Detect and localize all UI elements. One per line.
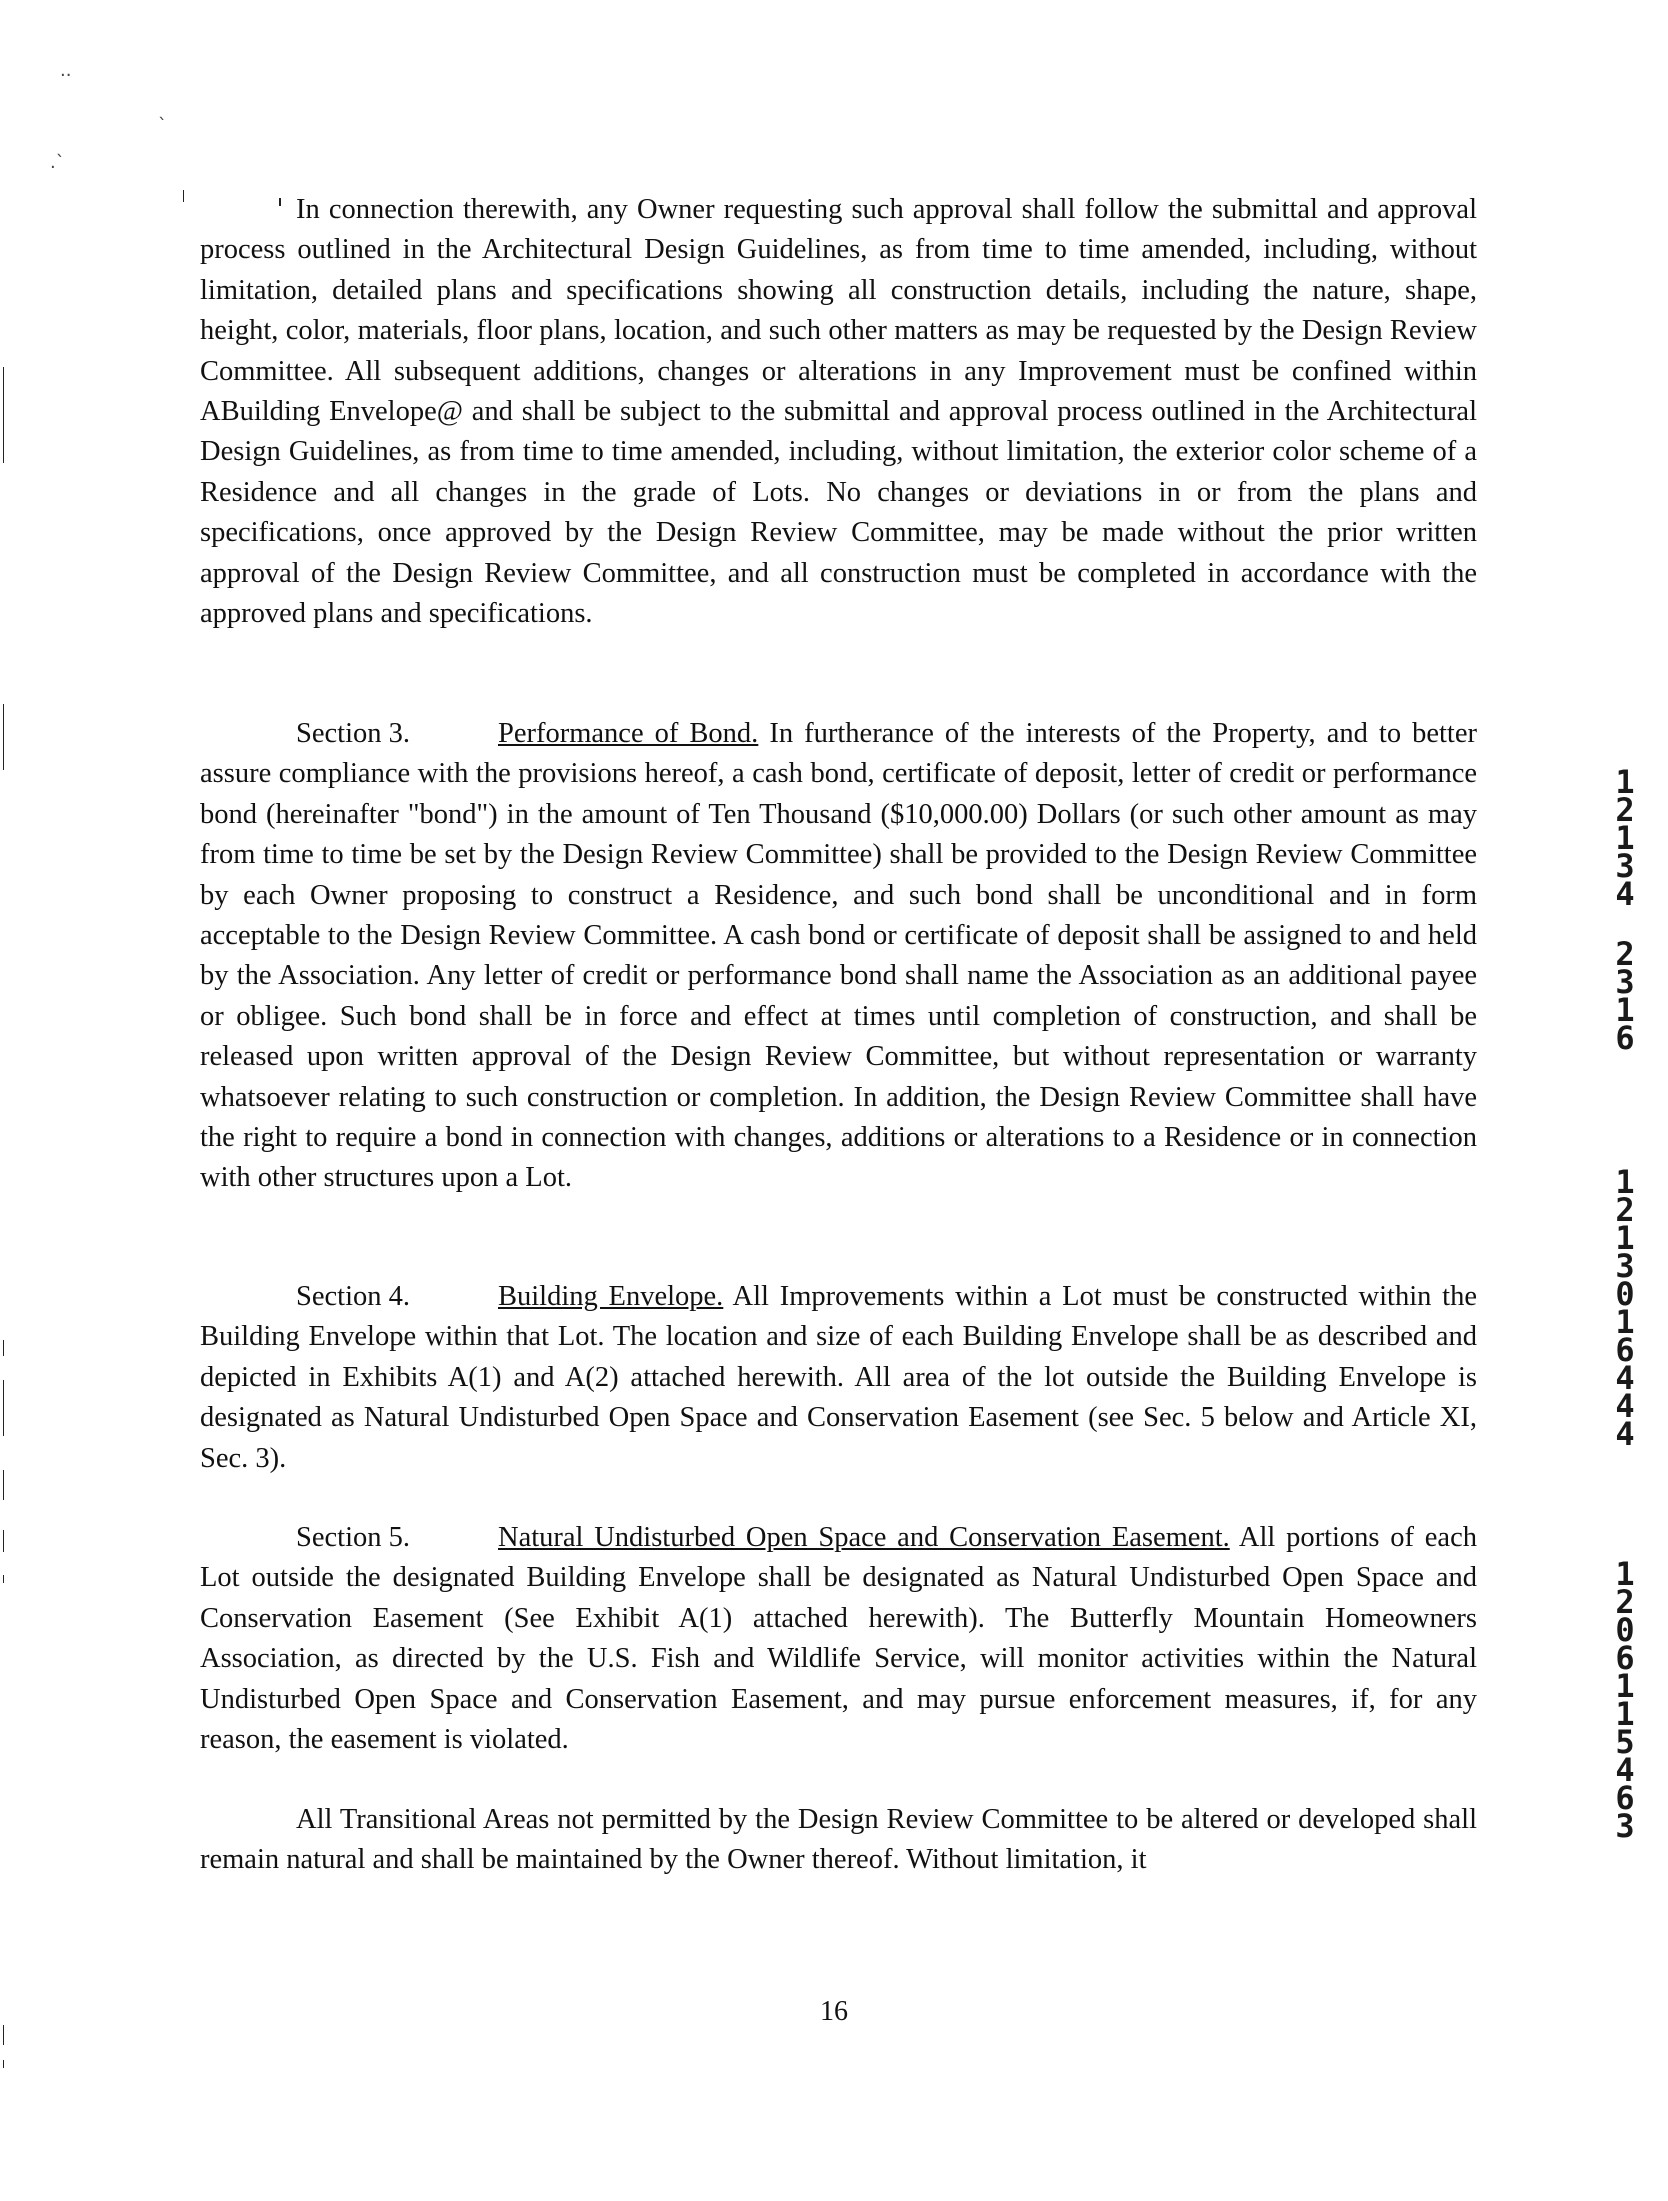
section-heading: Performance of Bond. xyxy=(498,718,759,749)
stamp-digit: 6 xyxy=(1615,1331,1635,1369)
stamp-digit: 1 xyxy=(1615,1163,1635,1201)
section-heading: Building Envelope. xyxy=(498,1281,724,1312)
section-number: Section 3. xyxy=(296,718,410,749)
section-heading: Natural Undisturbed Open Space and Conservation Easement. xyxy=(498,1522,1230,1553)
section-3-paragraph xyxy=(200,714,1477,1199)
scan-speck: .. xyxy=(60,60,72,81)
stamp-digit: 0 xyxy=(1615,1611,1635,1649)
margin-stamp-group xyxy=(1605,1163,1645,1453)
section-5-paragraph xyxy=(200,1518,1477,1760)
paragraph-text: All Improvements within a Lot must be constructed within the Building Envelope within that Lot. The location and size of each Building Envelope shall be as described and depicted in Exhibits A(1) and A(2) attached herewith. All area of the lot outside the Building Envelope is designated as Natural Undisturbed Open Space and Conservation Easement (see Sec. 5 below and Article XI, Sec. 3). xyxy=(200,1281,1477,1474)
stamp-digit: 1 xyxy=(1615,819,1635,857)
paragraph-text: All Transitional Areas not permitted by the Design Review Committee to be altered or developed shall remain natural and shall be maintained by the Owner thereof. Without limitation, it xyxy=(200,1804,1477,1876)
scan-mark xyxy=(3,1470,4,1500)
stamp-digit: 6 xyxy=(1615,1639,1635,1677)
scan-speck: .ˋ xyxy=(50,152,65,173)
stamp-digit: 2 xyxy=(1615,935,1635,973)
stamp-digit: 2 xyxy=(1615,1191,1635,1229)
stamp-digit: 1 xyxy=(1615,991,1635,1029)
section-number: Section 5. xyxy=(296,1522,410,1553)
paragraph-continuation xyxy=(200,190,1477,634)
scan-mark xyxy=(3,1380,4,1436)
margin-stamp-group xyxy=(1605,1555,1645,1845)
page-number: 16 xyxy=(820,1996,848,2027)
stamp-digit: 4 xyxy=(1615,1751,1635,1789)
stamp-digit: 1 xyxy=(1615,763,1635,801)
margin-stamp-group xyxy=(1605,763,1645,913)
scan-mark xyxy=(3,1340,4,1356)
paragraph-text: In connection therewith, any Owner requesting such approval shall follow the submittal and approval process outlined in the Architectural Design Guidelines, as from time to time amended, including, without limitation, detailed plans and specifications showing all construction details, including the nature, shape, height, color, materials, floor plans, location, and such other matters as may be requested by the Design Review Committee. All subsequent additions, changes or alterations in any Improvement must be confined within ABuilding Envelope@ and shall be subject to the submittal and approval process outlined in the Architectural Design Guidelines, as from time to time amended, including, without limitation, the exterior color scheme of a Residence and all changes in the grade of Lots. No changes or deviations in or from the plans and specifications, once approved by the Design Review Committee, may be made without the prior written approval of the Design Review Committee, and all construction must be completed in accordance with the approved plans and specifications. xyxy=(200,194,1477,630)
paragraph-text: All portions of each Lot outside the designated Building Envelope shall be designated as Natural Undisturbed Open Space and Conservation Easement (See Exhibit A(1) attached herewith). The Butterfly Mountain Homeowners Association, as directed by the U.S. Fish and Wildlife Service, will monitor activities within the Natural Undisturbed Open Space and Conservation Easement, and may pursue enforcement measures, if, for any reason, the easement is violated. xyxy=(200,1522,1477,1756)
margin-stamp-group xyxy=(1605,935,1645,1057)
scan-mark xyxy=(3,367,4,463)
stamp-digit: 6 xyxy=(1615,1019,1635,1057)
stamp-digit: 2 xyxy=(1615,791,1635,829)
stamp-digit: 5 xyxy=(1615,1723,1635,1761)
stamp-digit: 1 xyxy=(1615,1667,1635,1705)
transitional-areas-paragraph xyxy=(200,1800,1477,1881)
stamp-digit: 3 xyxy=(1615,847,1635,885)
stamp-digit: 4 xyxy=(1615,1415,1635,1453)
stamp-digit: 3 xyxy=(1615,963,1635,1001)
scan-mark xyxy=(3,2060,4,2068)
scan-mark xyxy=(3,704,4,770)
stamp-digit: 1 xyxy=(1615,1695,1635,1733)
stamp-digit: 4 xyxy=(1615,1387,1635,1425)
stamp-digit: 3 xyxy=(1615,1807,1635,1845)
scan-speck: ˎ xyxy=(158,100,167,121)
stamp-digit: 6 xyxy=(1615,1779,1635,1817)
section-number: Section 4. xyxy=(296,1281,410,1312)
stamp-digit: 0 xyxy=(1615,1275,1635,1313)
scan-mark xyxy=(3,1575,4,1583)
stamp-digit: 4 xyxy=(1615,1359,1635,1397)
scan-mark xyxy=(3,1530,4,1552)
stamp-digit: 1 xyxy=(1615,1219,1635,1257)
section-4-paragraph xyxy=(200,1277,1477,1479)
stamp-digit: 4 xyxy=(1615,875,1635,913)
scan-mark xyxy=(183,190,184,202)
scan-mark xyxy=(3,2025,4,2045)
stamp-digit: 2 xyxy=(1615,1583,1635,1621)
stamp-digit: 1 xyxy=(1615,1555,1635,1593)
stamp-digit: 3 xyxy=(1615,1247,1635,1285)
stamp-digit: 1 xyxy=(1615,1303,1635,1341)
paragraph-text: In furtherance of the interests of the Property, and to better assure compliance with the provisions hereof, a cash bond, certificate of deposit, letter of credit or performance bond (hereinafter "bond") in the amount of Ten Thousand ($10,000.00) Dollars (or such other amount as may from time to time be set by the Design Review Committee) shall be provided to the Design Review Committee by each Owner proposing to construct a Residence, and such bond shall be unconditional and in form acceptable to the Design Review Committee. A cash bond or certificate of deposit shall be assigned to and held by the Association. Any letter of credit or performance bond shall name the Association as an additional payee or obligee. Such bond shall be in force and effect at times until completion of construction, and shall be released upon written approval of the Design Review Committee, but without representation or warranty whatsoever relating to such construction or completion. In addition, the Design Review Committee shall have the right to require a bond in connection with changes, additions or alterations to a Residence or in connection with other structures upon a Lot. xyxy=(200,718,1477,1194)
